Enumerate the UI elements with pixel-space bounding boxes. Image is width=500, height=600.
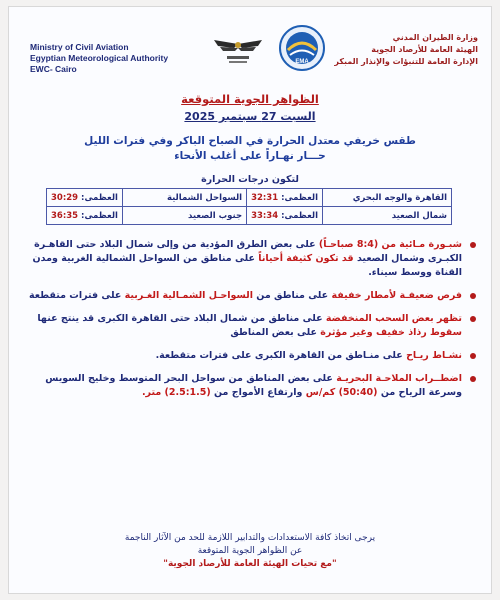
summary-line-2: حـــار نهـاراً على أغلب الأنحاء <box>174 150 326 162</box>
wind-highlight: نشـاط ريـاح <box>406 350 462 361</box>
region-cell: القاهرة والوجه البحري <box>323 189 452 207</box>
ministry-name-en: Ministry of Civil Aviation <box>30 42 129 52</box>
max-temp-cell <box>247 189 323 207</box>
max-label: العظمى: <box>281 192 318 203</box>
temperature-table <box>46 188 452 225</box>
signature: "مع تحيات الهيئة العامة للأرصاد الجوية" <box>163 559 337 569</box>
wave-height-highlight: (2.5:1.5) متر. <box>141 387 211 398</box>
wings-emblem-icon <box>212 34 264 68</box>
fog-dense-highlight: قد تكون كثيفة أحياناً <box>258 253 354 264</box>
ema-logo-text: EMA <box>295 59 309 65</box>
drizzle-highlight: سقوط رذاذ خفيف وغير مؤثرة <box>320 327 462 338</box>
closing-line-1: يرجى اتخاذ كافة الاستعدادات والتدابير اللازمة للحد من الآثار الناجمة <box>124 533 376 543</box>
list-item <box>24 238 476 280</box>
max-temp-cell <box>247 207 323 225</box>
ministry-name-ar: وزارة الطيران المدني <box>392 33 478 42</box>
wind-text: على منـاطق من القاهرة الكبرى على فترات متقطعة. <box>155 350 407 361</box>
max-temp-cell <box>47 207 123 225</box>
closing-line-2: عن الظواهر الجوية المتوقعة <box>197 546 303 556</box>
list-item <box>24 372 476 400</box>
max-label: العظمى: <box>281 210 318 221</box>
max-temp-value: 36:35 <box>51 210 79 221</box>
bullet-dot-icon <box>470 316 476 322</box>
clouds-text: على مناطق من شمال البلاد حتى القاهرة الكبرى قد ينتج عنها <box>37 313 326 324</box>
summary-line-1: طقس خريفي معتدل الحرارة في الصباح الباكر وفي فترات الليل <box>84 135 416 147</box>
list-item <box>24 289 476 303</box>
table-row <box>47 189 452 207</box>
clouds-highlight: تظهر بعض السحب المنخفضة <box>325 313 462 324</box>
wind-speed-highlight: (50:40) كم/س <box>305 387 378 398</box>
max-temp-value: 30:29 <box>51 192 79 203</box>
list-item <box>24 312 476 340</box>
max-label: العظمى: <box>81 210 118 221</box>
region-cell: شمال الصعيد <box>323 207 452 225</box>
header-arabic <box>288 32 478 68</box>
header-english <box>30 42 240 75</box>
bullet-dot-icon <box>470 293 476 299</box>
bullet-dot-icon <box>470 376 476 382</box>
marine-highlight: اضطــراب الملاحـة البحريـة <box>336 373 462 384</box>
closing-note <box>20 532 480 571</box>
bullet-dot-icon <box>470 242 476 248</box>
authority-name-en: Egyptian Meteorological Authority <box>30 53 169 63</box>
max-temp-value: 32:31 <box>251 192 279 203</box>
max-temp-cell <box>47 189 123 207</box>
center-name-ar: الإدارة العامة للتنبؤات والإنذار المبكر <box>334 57 478 66</box>
rain-text-2: على فترات متقطعة <box>28 290 125 301</box>
region-cell: جنوب الصعيد <box>122 207 246 225</box>
rain-highlight: فرص ضعيفـة لأمطار خفيفة <box>331 290 462 301</box>
list-item <box>24 349 476 363</box>
bulletin-title: الظواهر الجوية المتوقعة <box>181 92 319 106</box>
rain-text: على مناطق من <box>253 290 332 301</box>
weather-summary <box>30 134 470 164</box>
weather-phenomena-list <box>24 238 476 409</box>
rain-region-highlight: السواحـل الشمـالية الغـربية <box>124 290 253 301</box>
fog-text: على بعض الطرق المؤدية من وإلى شمال البلاد حتى القاهـرة الكبـرى وشمال الصعيد <box>34 239 462 264</box>
region-cell: السواحل الشمالية <box>122 189 246 207</box>
bullet-dot-icon <box>470 353 476 359</box>
bulletin-date: السبت 27 سبتمبر 2025 <box>184 110 316 123</box>
clouds-text-2: على بعض المناطق <box>230 327 321 338</box>
marine-text: على بعض المناطق من سواحل البحر المتوسط وخليج السويس وسرعة الرياح من <box>45 373 462 398</box>
table-row <box>47 207 452 225</box>
max-label: العظمى: <box>81 192 118 203</box>
fog-highlight: شبـورة مـائية من (8:4 صباحـاً) <box>318 239 462 250</box>
marine-text-2: وارتفاع الأمواج من <box>210 387 306 398</box>
temperature-table-title: لتكون درجات الحرارة <box>201 174 299 185</box>
max-temp-value: 33:34 <box>251 210 279 221</box>
fog-text-2: على مناطق من السواحل الشمالية الغربية ومدن القناة ووسط سيناء. <box>32 253 462 278</box>
center-name-en: EWC- Cairo <box>30 64 77 74</box>
authority-name-ar: الهيئة العامة للأرصاد الجوية <box>371 45 478 54</box>
